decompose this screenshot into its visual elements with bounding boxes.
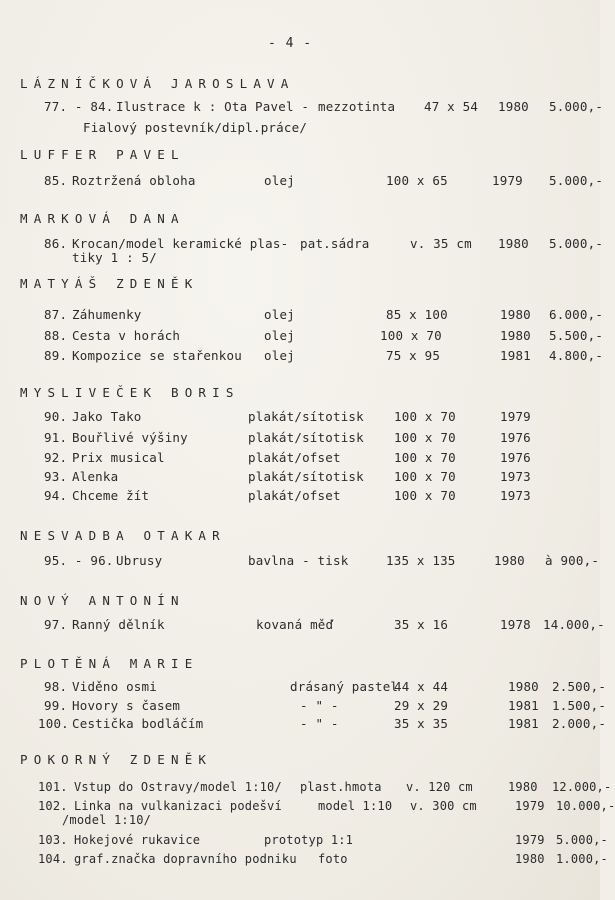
entry-extra: tiky 1 : 5/ [72, 250, 157, 265]
entry-size: 135 x 135 [386, 553, 456, 568]
entry-price: 2.500,- [552, 679, 607, 694]
entry-title: Jako Tako [72, 409, 142, 424]
entry-number: 87. [44, 307, 68, 322]
entry-year: 1980 [508, 679, 539, 694]
entry-technique: plast.hmota [300, 780, 382, 794]
page-number: - 4 - [268, 36, 313, 51]
artist-heading: NOVÝ ANTONÍN [20, 593, 185, 608]
entry-year: 1979 [515, 833, 545, 847]
entry-year: 1980 [508, 780, 538, 794]
entry-number: 86. [44, 236, 68, 251]
entry-year: 1980 [494, 553, 525, 568]
entry-title: Záhumenky [72, 307, 142, 322]
entry-year: 1979 [515, 799, 545, 813]
entry-title: Chceme žít [72, 488, 150, 503]
entry-technique: drásaný pastel [290, 679, 399, 694]
entry-title: Krocan/model keramické plas- [72, 236, 289, 251]
entry-price: 5.000,- [549, 99, 604, 114]
entry-size: 100 x 65 [386, 173, 448, 188]
entry-price: 2.000,- [552, 716, 607, 731]
entry-size: 35 x 16 [394, 617, 449, 632]
entry-year: 1980 [498, 236, 529, 251]
artist-heading: PLOTĚNÁ MARIE [20, 656, 199, 671]
entry-technique: bavlna - tisk [248, 553, 349, 568]
entry-title: Ilustrace k : Ota Pavel - [116, 99, 310, 114]
entry-size: 100 x 70 [380, 328, 442, 343]
entry-number: 95. - 96. [44, 553, 114, 568]
entry-price: 5.000,- [556, 833, 608, 847]
entry-technique: plakát/ofset [248, 450, 341, 465]
entry-technique: - " - [300, 716, 339, 731]
entry-number: 98. [44, 679, 68, 694]
entry-year: 1976 [500, 450, 531, 465]
entry-size: 100 x 70 [394, 469, 456, 484]
entry-technique: plakát/ofset [248, 488, 341, 503]
entry-title: Roztržená obloha [72, 173, 196, 188]
entry-technique: - " - [300, 698, 339, 713]
artist-heading: NESVADBA OTAKAR [20, 528, 226, 543]
entry-title: Prix musical [72, 450, 165, 465]
entry-year: 1980 [498, 99, 529, 114]
entry-technique: olej [264, 173, 295, 188]
entry-number: 90. [44, 409, 68, 424]
entry-price: 1.000,- [556, 852, 608, 866]
entry-year: 1981 [508, 716, 539, 731]
entry-price: 5.500,- [549, 328, 604, 343]
entry-size: 29 x 29 [394, 698, 449, 713]
artist-heading: LUFFER PAVEL [20, 147, 185, 162]
entry-number: 103. [38, 833, 68, 847]
entry-price: 5.000,- [549, 173, 604, 188]
entry-technique: model 1:10 [318, 799, 393, 813]
entry-number: 101. [38, 780, 68, 794]
entry-title: Kompozice se stařenkou [72, 348, 242, 363]
entry-technique: olej [264, 328, 295, 343]
entry-number: 104. [38, 852, 68, 866]
entry-number: 77. - 84. [44, 99, 114, 114]
entry-size: 100 x 70 [394, 450, 456, 465]
entry-number: 85. [44, 173, 68, 188]
entry-technique: plakát/sítotisk [248, 409, 364, 424]
entry-title: Vstup do Ostravy/model 1:10/ [74, 780, 282, 794]
entry-number: 88. [44, 328, 68, 343]
entry-number: 100. [38, 716, 69, 731]
entry-technique: olej [264, 348, 295, 363]
artist-heading: MARKOVÁ DANA [20, 211, 185, 226]
entry-size: 75 x 95 [386, 348, 441, 363]
entry-year: 1979 [500, 409, 531, 424]
entry-title: Alenka [72, 469, 119, 484]
artist-heading: MATYÁŠ ZDENĚK [20, 276, 199, 291]
entry-title: graf.značka dopravního podniku [74, 852, 297, 866]
entry-technique: foto [318, 852, 348, 866]
entry-price: 4.800,- [549, 348, 604, 363]
entry-technique: prototyp 1:1 [264, 833, 354, 847]
entry-price: 1.500,- [552, 698, 607, 713]
entry-title: Hokejové rukavice [74, 833, 201, 847]
entry-size: 85 x 100 [386, 307, 448, 322]
entry-year: 1980 [500, 307, 531, 322]
entry-price: à 900,- [545, 553, 600, 568]
entry-year: 1981 [500, 348, 531, 363]
entry-title: Ubrusy [116, 553, 163, 568]
entry-price: 12.000,- [552, 780, 612, 794]
entry-number: 89. [44, 348, 68, 363]
entry-technique: plakát/sítotisk [248, 430, 364, 445]
artist-heading: MYSLIVEČEK BORIS [20, 385, 240, 400]
entry-year: 1980 [500, 328, 531, 343]
entry-price: 14.000,- [543, 617, 605, 632]
artist-heading: LÁZNÍČKOVÁ JAROSLAVA [20, 76, 295, 91]
entry-year: 1980 [515, 852, 545, 866]
entry-year: 1973 [500, 469, 531, 484]
entry-title: Linka na vulkanizaci podešví [74, 799, 282, 813]
entry-technique: mezzotinta [318, 99, 396, 114]
entry-title: Cesta v horách [72, 328, 181, 343]
entry-title: Cestička bodláčím [72, 716, 204, 731]
entry-technique: olej [264, 307, 295, 322]
entry-number: 102. [38, 799, 68, 813]
entry-year: 1979 [492, 173, 523, 188]
entry-year: 1973 [500, 488, 531, 503]
entry-size: 44 x 44 [394, 679, 449, 694]
entry-extra: Fialový postevník/dipl.práce/ [83, 120, 308, 135]
entry-size: 35 x 35 [394, 716, 449, 731]
entry-price: 10.000,- [556, 799, 615, 813]
entry-number: 93. [44, 469, 68, 484]
entry-title: Ranný dělník [72, 617, 165, 632]
entry-price: 6.000,- [549, 307, 604, 322]
entry-size: 100 x 70 [394, 409, 456, 424]
artist-heading: POKORNÝ ZDENĚK [20, 752, 213, 767]
entry-number: 99. [44, 698, 68, 713]
entry-number: 94. [44, 488, 68, 503]
entry-technique: kovaná měď [256, 617, 334, 632]
entry-technique: plakát/sítotisk [248, 469, 364, 484]
entry-number: 91. [44, 430, 68, 445]
entry-title: Bouřlivé výšiny [72, 430, 188, 445]
entry-size: v. 120 cm [406, 780, 473, 794]
entry-size: v. 300 cm [410, 799, 477, 813]
entry-size: 100 x 70 [394, 488, 456, 503]
entry-year: 1976 [500, 430, 531, 445]
entry-title: Viděno osmi [72, 679, 157, 694]
entry-size: v. 35 cm [410, 236, 472, 251]
entry-extra: /model 1:10/ [62, 813, 152, 827]
entry-technique: pat.sádra [300, 236, 370, 251]
entry-number: 92. [44, 450, 68, 465]
entry-size: 100 x 70 [394, 430, 456, 445]
entry-number: 97. [44, 617, 68, 632]
entry-price: 5.000,- [549, 236, 604, 251]
entry-size: 47 x 54 [424, 99, 479, 114]
entry-year: 1978 [500, 617, 531, 632]
entry-year: 1981 [508, 698, 539, 713]
entry-title: Hovory s časem [72, 698, 181, 713]
